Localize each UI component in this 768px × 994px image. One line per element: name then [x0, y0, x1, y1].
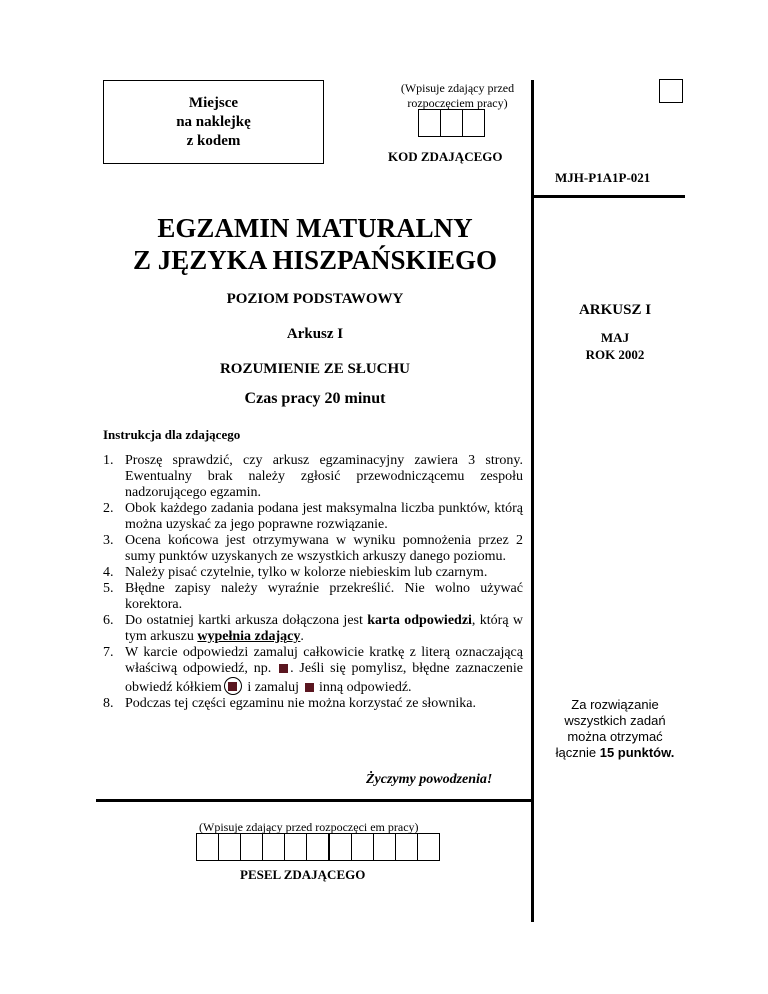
good-luck: Życzymy powodzenia!	[366, 772, 493, 787]
item-text	[125, 613, 523, 645]
points-line	[540, 745, 690, 761]
instruction-item	[103, 501, 523, 533]
sticker-label-line: Miejsce	[188, 94, 239, 111]
code-note	[385, 81, 530, 111]
filled-square-icon	[279, 664, 288, 673]
sidebar-sheet: ARKUSZ I	[578, 302, 652, 318]
pesel-cell[interactable]	[218, 833, 241, 861]
filled-square-icon	[305, 683, 314, 692]
pesel-cell[interactable]	[373, 833, 396, 861]
points-line: można otrzymać	[567, 729, 663, 744]
text-run: W karcie odpowiedzi zamaluj całkowicie kratkę z literą oznaczającą właściwą odpowiedź, np.	[125, 645, 523, 676]
part-name: ROZUMIENIE ZE SŁUCHU	[219, 361, 411, 377]
item-text: Należy pisać czytelnie, tylko w kolorze niebieskim lub czarnym.	[125, 565, 488, 580]
title-line-1: EGZAMIN MATURALNY	[157, 213, 473, 243]
pesel-cell[interactable]	[306, 833, 329, 861]
instruction-item	[103, 581, 523, 613]
text-run: , którą w tym arkuszu	[125, 613, 523, 644]
instruction-item	[103, 645, 523, 696]
item-text: Błędne zapisy należy wyraźnie przekreślić. Nie wolno używać korektora.	[125, 581, 523, 612]
instruction-item	[103, 565, 523, 581]
pesel-cell[interactable]	[240, 833, 263, 861]
circled-square-icon	[224, 677, 242, 695]
item-number: 4.	[103, 565, 114, 580]
candidate-code-cells[interactable]	[418, 109, 485, 137]
instructions-heading: Instrukcja dla zdającego	[103, 427, 241, 442]
corner-checkbox[interactable]	[659, 79, 683, 103]
pesel-cells[interactable]	[196, 833, 440, 861]
item-number: 2.	[103, 501, 114, 516]
instruction-item	[103, 533, 523, 565]
pesel-note: (Wpisuje zdający przed rozpoczęci em pracy)	[199, 820, 419, 834]
instructions-list	[103, 453, 523, 712]
sidebar-year: ROK 2002	[585, 347, 645, 362]
footer-rule	[96, 799, 533, 802]
points-info	[540, 697, 690, 761]
pesel-cell[interactable]	[351, 833, 374, 861]
item-number: 6.	[103, 613, 114, 628]
code-cell[interactable]	[418, 109, 441, 137]
points-prefix: łącznie	[555, 745, 600, 760]
pesel-cell[interactable]	[262, 833, 285, 861]
item-number: 1.	[103, 453, 114, 468]
pesel-label: PESEL ZDAJĄCEGO	[240, 867, 366, 882]
time-limit: Czas pracy 20 minut	[244, 390, 386, 407]
title-line-2: Z JĘZYKA HISZPAŃSKIEGO	[132, 245, 498, 275]
level: POZIOM PODSTAWOWY	[226, 291, 404, 307]
text-run: inną odpowiedź.	[315, 680, 412, 695]
code-label: KOD ZDAJĄCEGO	[388, 149, 503, 164]
code-cell[interactable]	[440, 109, 463, 137]
code-note-line: (Wpisuje zdający przed	[400, 81, 515, 95]
item-number: 8.	[103, 696, 114, 711]
sticker-placeholder	[103, 80, 324, 164]
vertical-divider	[531, 80, 534, 922]
item-text: Podczas tej części egzaminu nie można korzystać ze słownika.	[125, 696, 477, 711]
instruction-item	[103, 613, 523, 645]
text-run: Do ostatniej kartki arkusza dołączona jest	[125, 613, 368, 628]
item-text	[125, 645, 523, 696]
item-number: 7.	[103, 645, 114, 660]
points-line: wszystkich zadań	[564, 713, 666, 728]
sheet-name: Arkusz I	[286, 326, 344, 342]
sidebar-month: MAJ	[600, 330, 630, 345]
pesel-cell[interactable]	[328, 833, 352, 861]
points-total: 15 punktów.	[599, 745, 675, 760]
item-text: Proszę sprawdzić, czy arkusz egzaminacyjny zawiera 3 strony. Ewentualny brak należy zgłosić przewodniczącemu zespołu nadzorującego egzamin.	[125, 453, 523, 500]
text-run: . Jeśli się pomylisz, błędne zaznaczenie obwiedź kółkiem	[125, 661, 523, 695]
pesel-cell[interactable]	[284, 833, 307, 861]
code-note-line: rozpoczęciem pracy)	[407, 96, 508, 110]
text-run: i zamaluj	[243, 680, 303, 695]
sticker-label-line: z kodem	[186, 132, 241, 149]
item-number: 5.	[103, 581, 114, 596]
sticker-label-line: na naklejkę	[176, 113, 251, 130]
text-run: .	[300, 629, 304, 644]
points-line: Za rozwiązanie	[571, 697, 659, 712]
pesel-cell[interactable]	[417, 833, 440, 861]
pesel-cell[interactable]	[196, 833, 219, 861]
answer-sheet-term: karta odpowiedzi	[367, 613, 472, 628]
pesel-cell[interactable]	[395, 833, 418, 861]
instruction-item	[103, 696, 523, 712]
header-rule	[531, 195, 685, 198]
item-number: 3.	[103, 533, 114, 548]
code-cell[interactable]	[462, 109, 485, 137]
item-text: Obok każdego zadania podana jest maksymalna liczba punktów, którą można uzyskać za jego poprawne rozwiązanie.	[125, 501, 523, 532]
exam-code: MJH-P1A1P-021	[555, 170, 651, 185]
item-text: Ocena końcowa jest otrzymywana w wyniku pomnożenia przez 2 sumy punktów uzyskanych ze wszystkich arkuszy danego poziomu.	[125, 533, 523, 564]
instruction-item	[103, 453, 523, 501]
filled-by-term: wypełnia zdający	[197, 629, 301, 644]
